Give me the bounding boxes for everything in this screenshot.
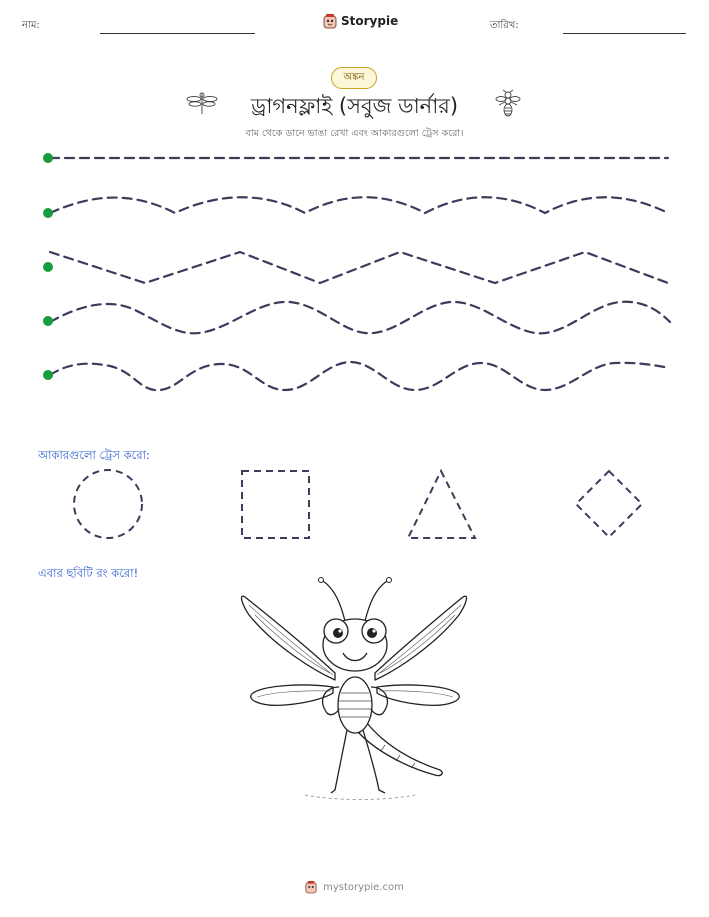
name-label: নাম: <box>22 20 40 31</box>
trace-shape-square <box>242 471 309 538</box>
trace-line-bumpy-wave <box>50 362 670 390</box>
start-dot-2 <box>43 208 53 218</box>
category-badge: অঙ্কন <box>331 67 377 89</box>
start-dot-1 <box>43 153 53 163</box>
date-label: তারিখ: <box>490 20 519 31</box>
left-antenna <box>323 581 345 621</box>
left-leg <box>331 730 347 793</box>
footer-logo-icon <box>305 880 317 894</box>
start-dot-5 <box>43 370 53 380</box>
trace-line-wave <box>50 302 670 334</box>
trace-shape-diamond <box>576 471 642 537</box>
footer <box>0 880 709 894</box>
trace-line-gentle-wave <box>50 197 668 213</box>
coloring-section-label: এবার ছবিটি রং করো! <box>38 566 139 580</box>
trace-shape-triangle <box>408 471 475 538</box>
thorax <box>338 677 372 733</box>
instructions: বাম থেকে ডানে ভাঙা রেখা এবং আকারগুলো ট্রেস করো। <box>245 128 464 139</box>
brand-name: Storypie <box>341 14 399 28</box>
right-antenna <box>365 581 387 621</box>
dragonfly-coloring-illustration[interactable] <box>235 575 475 805</box>
tracing-lines[interactable] <box>0 0 709 420</box>
footer-site[interactable]: mystorypie.com <box>323 881 404 893</box>
trace-shape-circle <box>74 470 142 538</box>
start-dot-3 <box>43 262 53 272</box>
trace-shapes[interactable] <box>0 460 709 550</box>
shapes-section-label: আকারগুলো ট্রেস করো: <box>38 448 150 462</box>
tail <box>359 723 442 776</box>
trace-line-zigzag <box>50 252 668 283</box>
start-dot-4 <box>43 316 53 326</box>
page-title: ড্রাগনফ্লাই (সবুজ ডার্নার) <box>250 94 459 118</box>
ground <box>305 795 415 800</box>
upper-right-wing <box>375 596 466 680</box>
upper-left-wing <box>242 596 335 680</box>
